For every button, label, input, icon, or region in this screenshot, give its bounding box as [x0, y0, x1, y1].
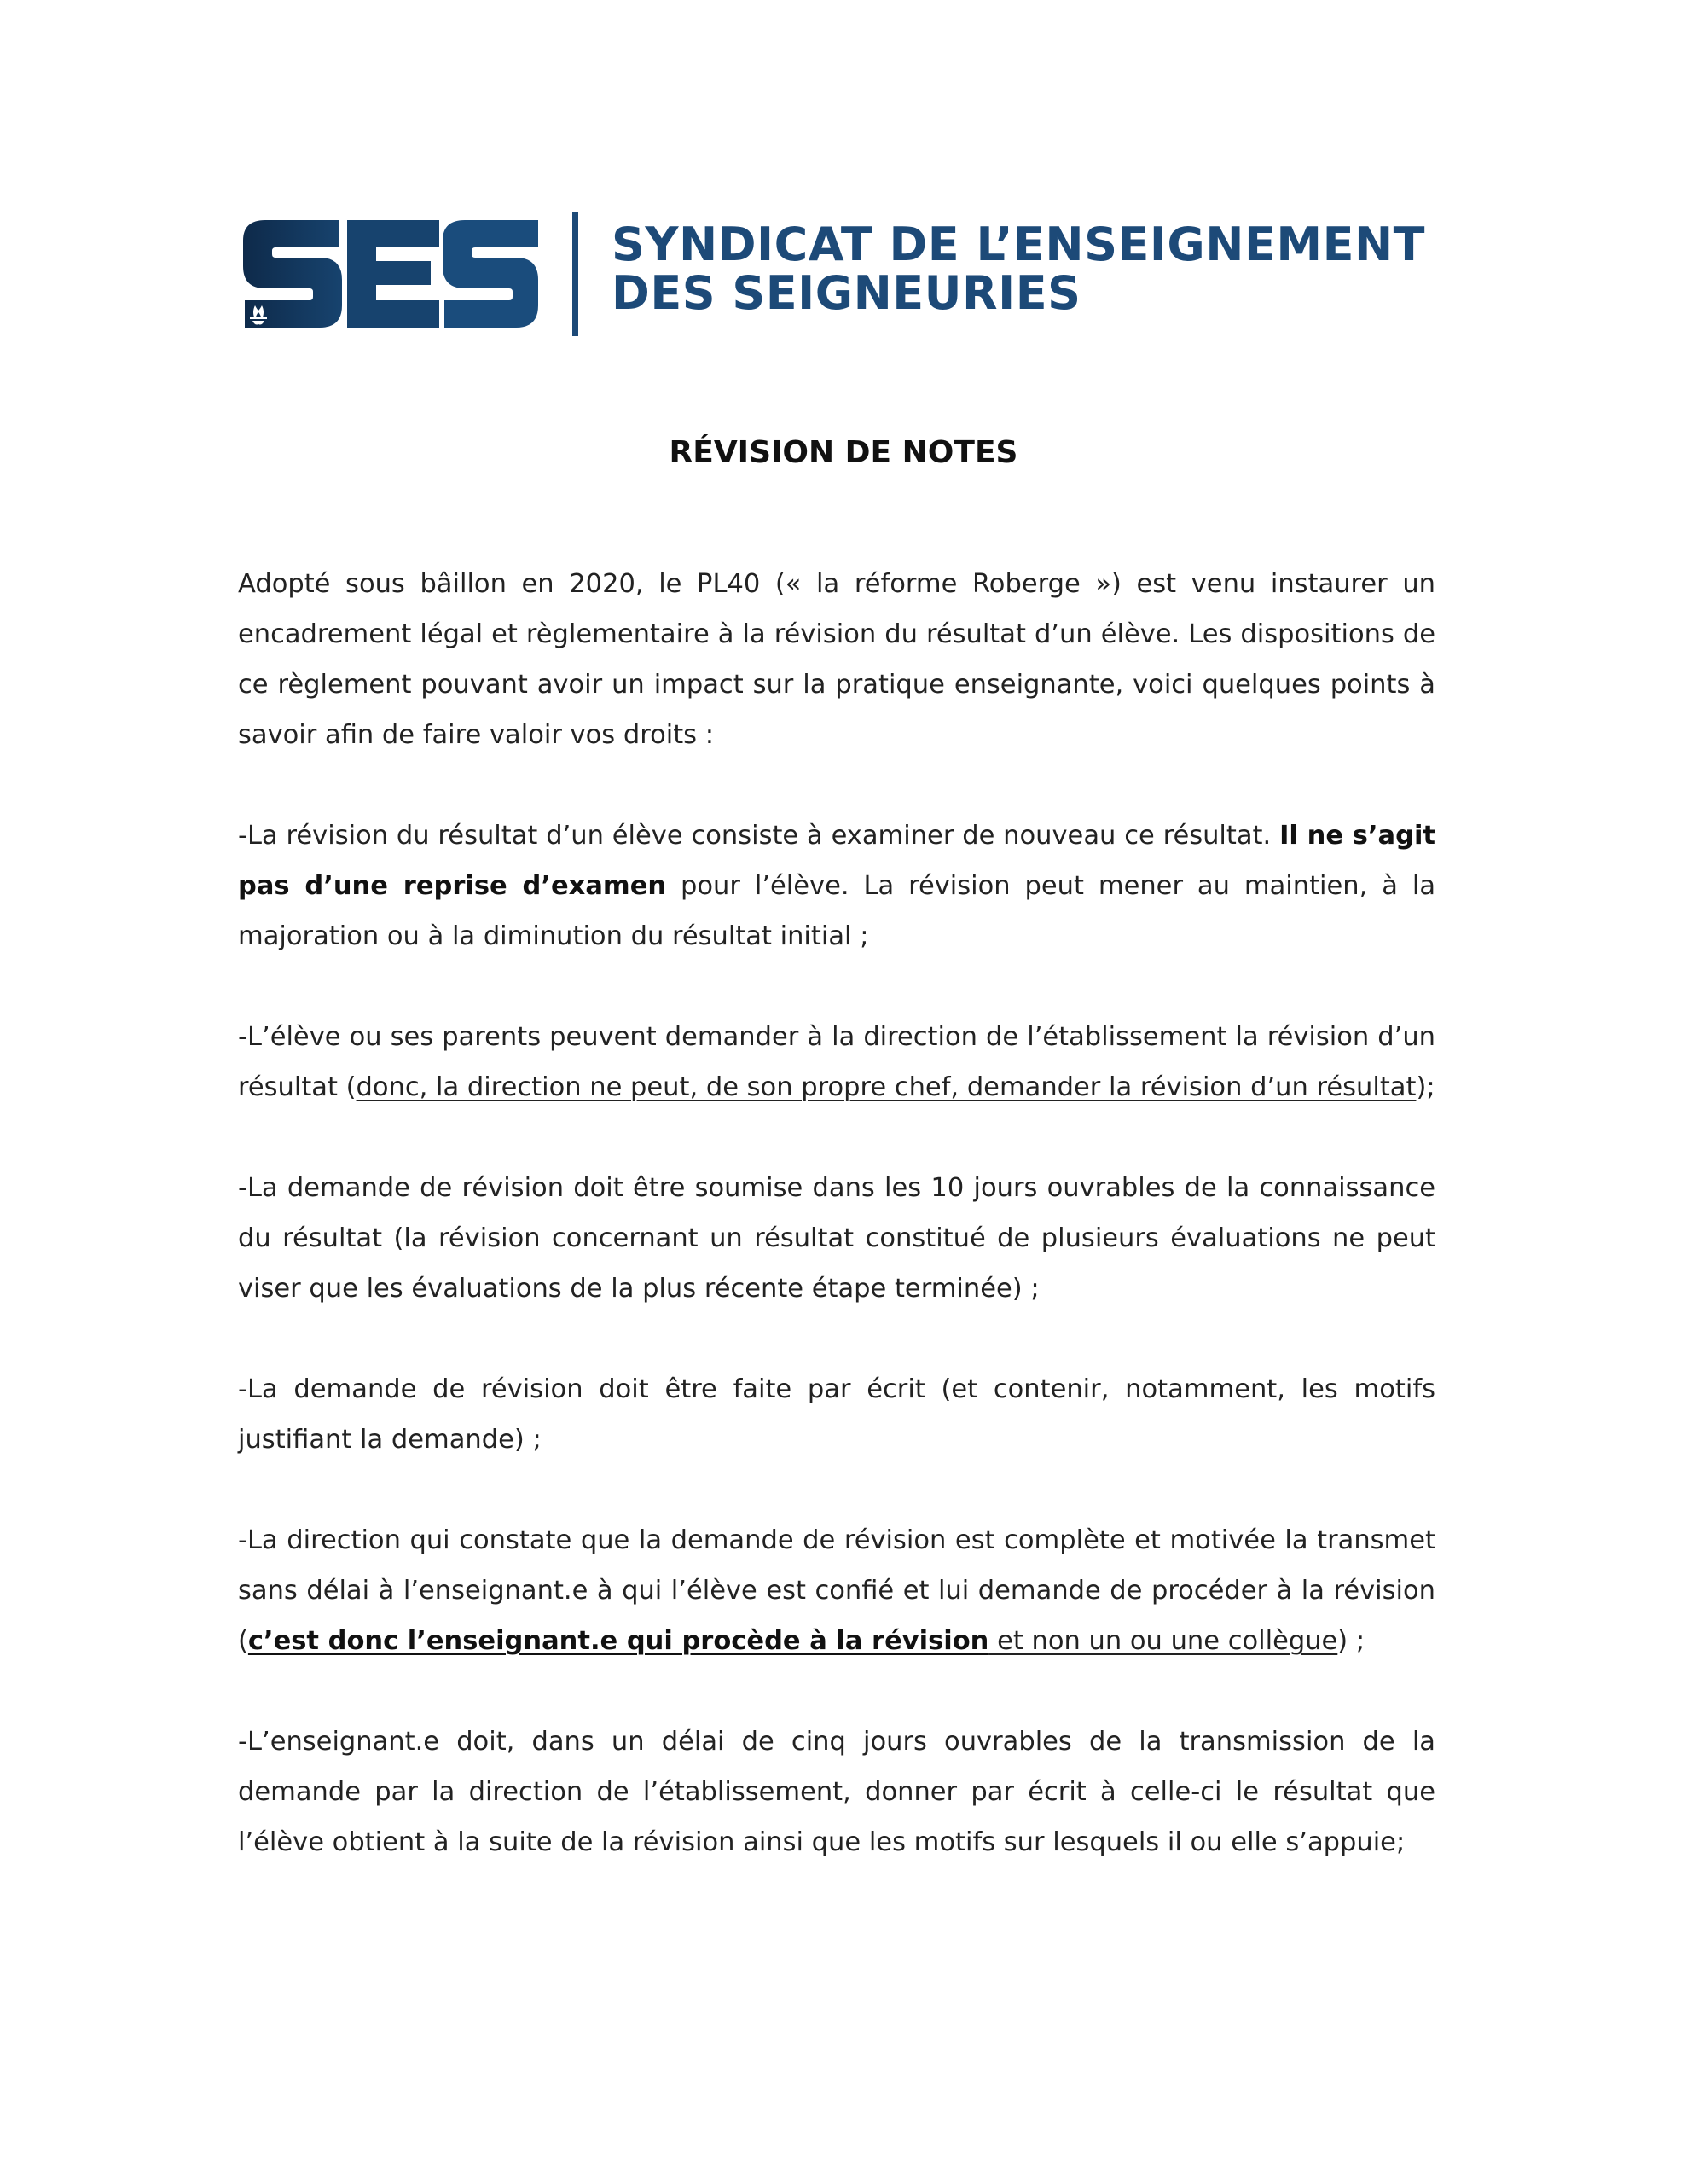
logo-divider — [572, 212, 578, 336]
point-revision-definition — [238, 810, 1435, 961]
text-run: -L’élève ou ses parents peuvent demander à la direction de l’établissement la révision d’un résultat ( — [238, 1022, 1435, 1102]
point-teacher-deadline: -L’enseignant.e doit, dans un délai de cinq jours ouvrables de la transmission de la demande par la direction de l’établissement, donner par écrit à celle-ci le résultat que l’élève obtient à la suite de la révision ainsi que les motifs sur lesquels il ou elle s’appuie; — [238, 1727, 1435, 1857]
bold-text: Il ne s’agit pas d’une reprise d’examen — [238, 821, 1435, 901]
document-title: RÉVISION DE NOTES — [669, 435, 1018, 470]
text-run: ) ; — [1337, 1626, 1365, 1656]
org-name-line-2: DES SEIGNEURIES — [612, 266, 1081, 320]
letterhead — [238, 212, 1432, 338]
document-body — [238, 559, 1435, 1867]
underlined-text: donc, la direction ne peut, de son propre chef, demander la révision d’un résultat — [356, 1072, 1417, 1102]
organization-name — [612, 218, 1447, 320]
text-run: -La révision du résultat d’un élève consiste à examiner de nouveau ce résultat. — [238, 821, 1280, 851]
text-run: pour l’élève. La révision peut mener au maintien, à la majoration ou à la diminution du résultat initial ; — [238, 871, 1436, 951]
point-who-requests — [238, 1012, 1435, 1112]
ses-logo — [238, 217, 542, 331]
intro-paragraph: Adopté sous bâillon en 2020, le PL40 (« la réforme Roberge ») est venu instaurer un encadrement légal et règlementaire à la révision du résultat d’un élève. Les dispositions de ce règlement pouvant avoir un impact sur la pratique enseignante, voici quelques points à savoir afin de faire valoir vos droits : — [238, 569, 1435, 750]
point-deadline: -La demande de révision doit être soumise dans les 10 jours ouvrables de la connaissance du résultat (la révision concernant un résultat constitué de plusieurs évaluations ne peut viser que les évaluations de la plus récente étape terminée) ; — [238, 1173, 1435, 1304]
org-name-line-1: SYNDICAT DE L’ENSEIGNEMENT — [612, 218, 1425, 271]
text-run: -La direction qui constate que la demande de révision est complète et motivée la transmet sans délai à l’enseignant.e à qui l’élève est confié et lui demande de procéder à la révision ( — [238, 1525, 1435, 1656]
point-written-request: -La demande de révision doit être faite par écrit (et contenir, notamment, les motifs justifiant la demande) ; — [238, 1374, 1435, 1455]
bold-underlined-text: c’est donc l’enseignant.e qui procède à la révision — [247, 1626, 989, 1656]
text-run: ); — [1416, 1072, 1435, 1102]
underlined-text: et non un ou une collègue — [988, 1626, 1338, 1656]
point-transmission — [238, 1515, 1435, 1666]
